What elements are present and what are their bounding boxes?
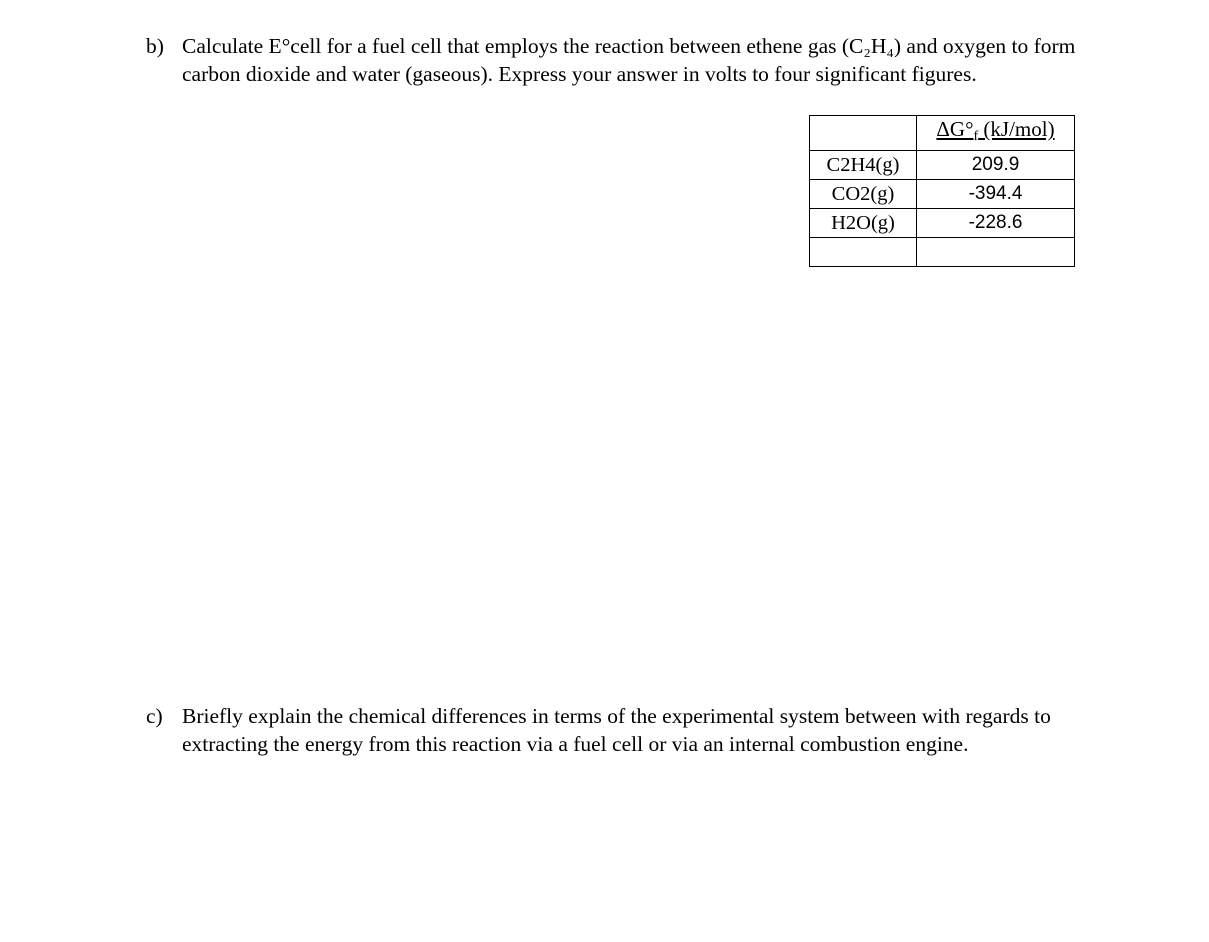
value-cell: 209.9: [917, 151, 1075, 180]
question-c-text: Briefly explain the chemical differences in terms of the experimental system between with regards to extracting the energy from this reaction via a fuel cell or via an internal combustion engine.: [182, 704, 1051, 756]
question-b-marker: b): [146, 34, 164, 58]
species-cell: C2H4(g): [810, 151, 917, 180]
question-b-text: Calculate E°cell for a fuel cell that employs the reaction between ethene gas (C₂H₄) and oxygen to form carbon dioxide and water (gaseous). Express your answer in volts to four significant figures.: [182, 34, 1076, 86]
question-b: [146, 32, 1106, 88]
gibbs-energy-table: [809, 115, 1075, 267]
table-row: [810, 238, 1075, 267]
question-c-marker: c): [146, 704, 163, 728]
question-c: [146, 702, 1106, 758]
species-cell: [810, 238, 917, 267]
value-cell: -394.4: [917, 180, 1075, 209]
table-header-empty-cell: [810, 116, 917, 151]
table-row: [810, 209, 1075, 238]
species-cell: CO2(g): [810, 180, 917, 209]
delta-g-header: $\Delta G^\circ_f$ (kJ/mol): [936, 117, 1055, 144]
table-header-cell: [917, 116, 1075, 151]
table-header-row: [810, 116, 1075, 151]
value-cell: -228.6: [917, 209, 1075, 238]
species-cell: H2O(g): [810, 209, 917, 238]
table-row: [810, 180, 1075, 209]
value-cell: [917, 238, 1075, 267]
table-row: [810, 151, 1075, 180]
